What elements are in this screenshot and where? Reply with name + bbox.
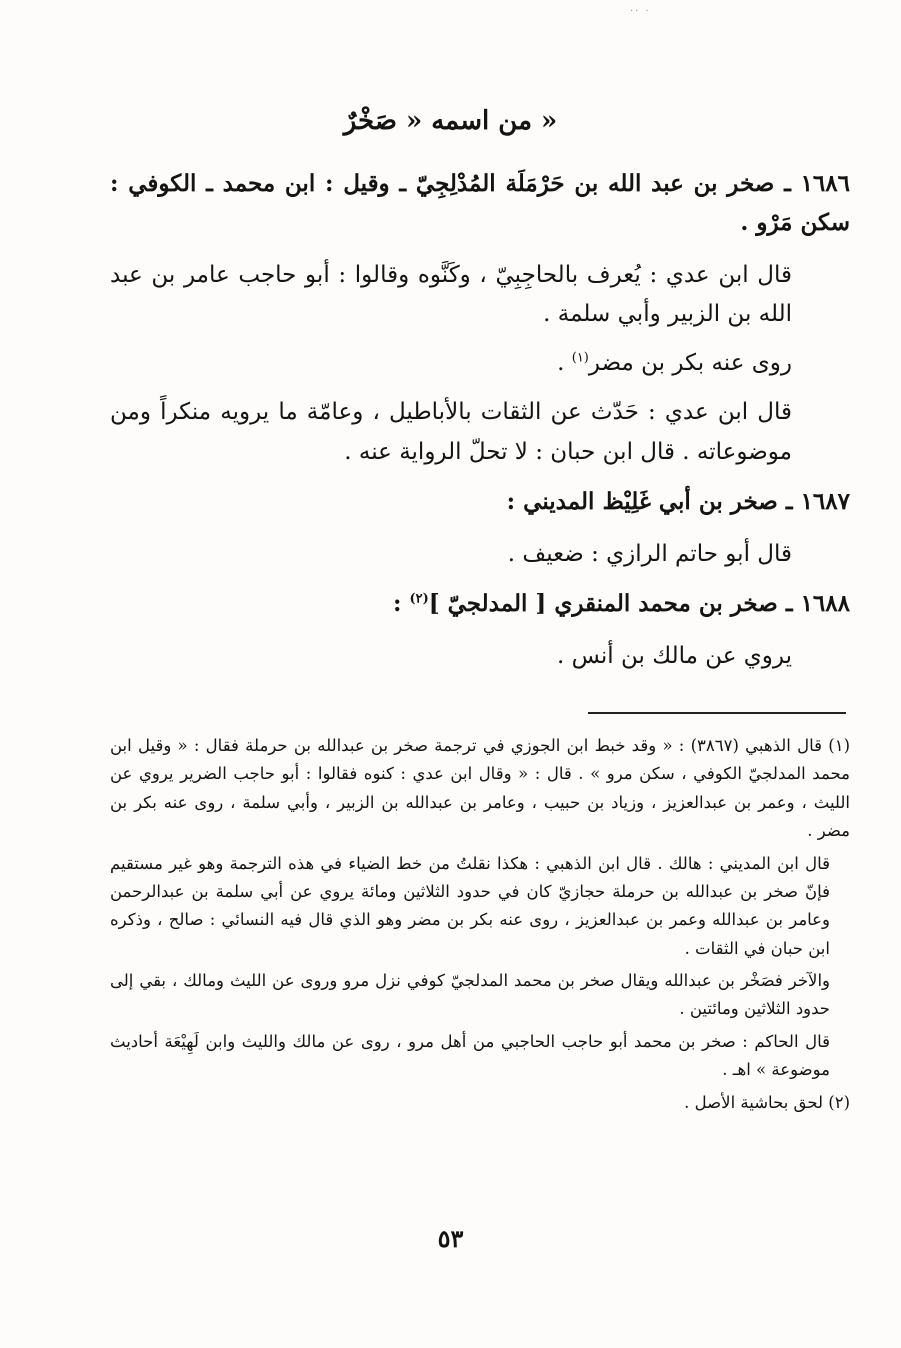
footnote-1-part-3: والآخر فصَخْر بن عبدالله ويقال صخر بن محمد المدلجيّ كوفي نزل مرو وروى عن الليث ومالك ، بقي إلى حدود الثلاثين ومائتين . xyxy=(110,971,830,1019)
entry-1688-paragraph-1: يروي عن مالك بن أنس . xyxy=(556,642,792,669)
entry-heading-1688-text: ١٦٨٨ ـ صخر بن محمد المنقري [ المدلجيّ ] xyxy=(428,589,850,617)
entry-1686-paragraph-3: قال ابن عدي : حَدّث عن الثقات بالأباطيل ، وعامّة ما يرويه منكراً ومن موضوعاته . قال ابن حبان : لا تحلّ الرواية عنه . xyxy=(110,399,792,465)
entry-1686-paragraph-2 xyxy=(110,344,850,383)
entry-heading-1687: ١٦٨٧ ـ صخر بن أبي غَلِيْظ المديني : xyxy=(506,487,850,515)
footnote-ref-2[interactable]: (٢) xyxy=(409,591,429,607)
entry-1686-paragraph-2-tail: . xyxy=(557,350,572,377)
footnote-divider xyxy=(588,712,846,714)
footnote-1-part-2: قال ابن المديني : هالك . قال ابن الذهبي : هكذا نقلتُ من خط الضياء في هذه الترجمة وهو غير مستقيم فإنّ صخر بن عبدالله بن حرملة حجازيّ كان في حدود الثلاثين ومائة يروي عن أبي سلمة بن عبدالرحمن وعامر بن عبدالله وعمر بن عبدالعزيز ، روى عنه بكر بن مضر وهو الذي قال فيه النسائي : صالح ، وذكره ابن حبان في الثقات . xyxy=(110,853,830,958)
footnote-2: (٢) لحق بحاشية الأصل . xyxy=(684,1092,850,1112)
entry-1686-paragraph-1: قال ابن عدي : يُعرف بالحاجِبِيّ ، وكَنَّوه وقالوا : أبو حاجب عامر بن عبد الله بن الزبير وأبي سلمة . xyxy=(110,262,792,328)
entry-1686-paragraph-2-text: روى عنه بكر بن مضر xyxy=(588,350,792,377)
main-text xyxy=(110,164,850,686)
entry-heading-1686: ١٦٨٦ ـ صخر بن عبد الله بن حَرْمَلَة المُدْلِجِيّ ـ وقيل : ابن محمد ـ الكوفي : سكن مَرْو . xyxy=(110,170,850,237)
footnote-1-part-1: (١) قال الذهبي (٣٨٦٧) : « وقد خبط ابن الجوزي في ترجمة صخر بن عبدالله بن حرملة فقال : « وقيل ابن محمد المدلجيّ الكوفي ، سكن مرو » . قال : « وقال ابن عدي : كنوه فقالوا : أبو حاجب الضرير يروي عن الليث ، وعمر بن عبدالعزيز ، وزياد بن حبيب ، وعامر بن عبدالله بن الزبير ، وأبي سلمة ، روى عنه بكر بن مضر . xyxy=(110,736,850,841)
footnotes xyxy=(110,732,850,1121)
section-title: من اسمه « صَخْرٌ » xyxy=(343,106,558,136)
page-number: ٥٣ xyxy=(437,1224,464,1253)
entry-1687-paragraph-1: قال أبو حاتم الرازي : ضعيف . xyxy=(507,540,792,567)
footnote-1-part-4: قال الحاكم : صخر بن محمد أبو حاجب الحاجبي من أهل مرو ، روى عن مالك والليث وابن لَهِيْعَة أحاديث موضوعة » اهـ . xyxy=(110,1031,830,1080)
scan-artifact: ·· · xyxy=(630,6,651,17)
footnote-ref-1[interactable]: (١) xyxy=(571,350,589,366)
entry-heading-1688 xyxy=(110,584,850,623)
entry-heading-1688-tail: : xyxy=(392,589,410,617)
